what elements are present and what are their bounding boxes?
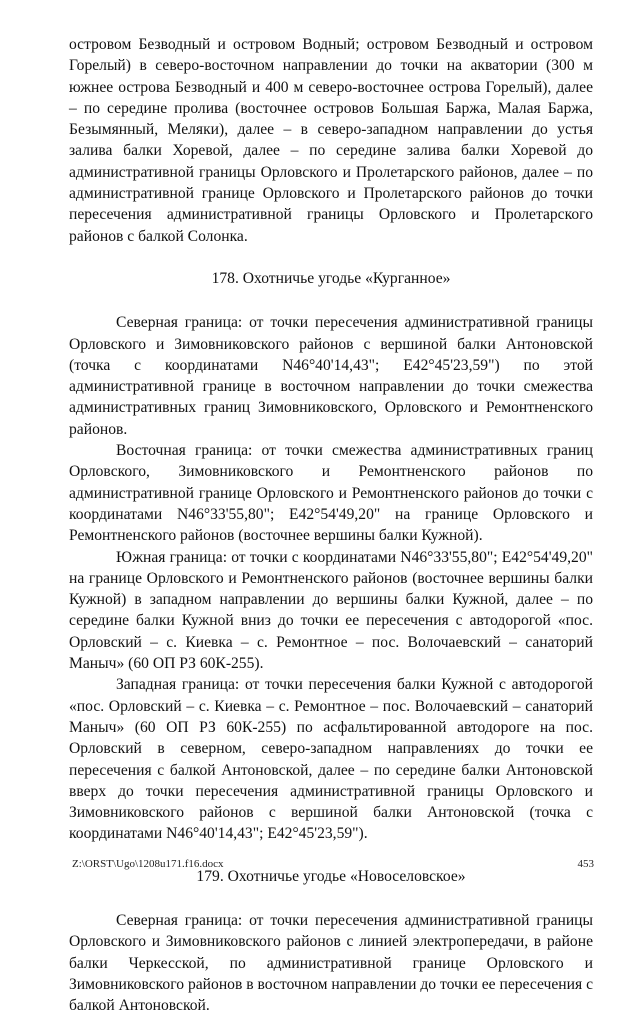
paragraph-north-boundary-178: Северная граница: от точки пересечения административной границы Орловского и Зимовниковского районов с вершиной балки Антоновской (точка с координатами N46°40'14,43"; E42°45'23,59") по этой административной границе в восточном направлении до точки смежества административных границ Зимовниковского, Орловского и Ремонтненского районов.	[69, 314, 593, 438]
paragraph-continuation: островом Безводный и островом Водный; островом Безводный и островом Горелый) в северо-восточном направлении до точки на акватории (300 м южнее острова Безводный и 400 м северо-восточнее острова Горелый), далее – по середине пролива (восточнее островов Большая Баржа, Малая Баржа, Безымянный, Меляки), далее – в северо-западном направлении до устья залива балки Хоревой, далее – по середине залива балки Хоревой до административной границы Орловского и Пролетарского районов, далее – по административной границе Орловского и Пролетарского районов до точки пересечения административной границы Орловского и Пролетарского районов с балкой Солонка.	[69, 36, 593, 245]
spacer	[69, 247, 593, 268]
footer-page-number: 453	[577, 858, 594, 870]
spacer	[69, 887, 593, 910]
footer-file-path: Z:\ORST\Ugo\1208u171.f16.docx	[72, 858, 224, 870]
paragraph-east-boundary-178: Восточная граница: от точки смежества административных границ Орловского, Зимовниковского и Ремонтненского районов по административной границе Орловского и Ремонтненского районов до точки с координатами N46°33'55,80"; E42°54'49,20" на границе Орловского и Ремонтненского районов (восточнее вершины балки Кужной).	[69, 442, 593, 545]
paragraph-west-boundary-178: Западная граница: от точки пересечения балки Кужной с автодорогой «пос. Орловский – с. Киевка – с. Ремонтное – пос. Волочаевский – санаторий Маныч» (60 ОП РЗ 60К-255) по асфальтированной автодороге на пос. Орловский в северном, северо-западном направлениях до точки ее пересечения с балкой Антоновской, далее – по середине балки Антоновской вверх до точки пересечения административной границы Орловского и Зимовниковского районов с вершиной балки Антоновской (точка с координатами N46°40'14,43"; E42°45'23,59").	[69, 676, 593, 843]
paragraph-north-boundary-179: Северная граница: от точки пересечения административной границы Орловского и Зимовниковского районов с линией электропередачи, в районе балки Черкесской, по административной границе Орловского и Зимовниковского районов в восточном направлении до точки ее пересечения с балкой Антоновской.	[69, 911, 593, 1015]
paragraph-south-boundary-178: Южная граница: от точки с координатами N46°33'55,80"; E42°54'49,20" на границе Орловского и Ремонтненского районов (восточнее вершины балки Кужной) в западном направлении до вершины балки Кужной, далее – по середине балки Кужной вниз до точки ее пересечения с автодорогой «пос. Орловский – с. Киевка – с. Ремонтное – пос. Волочаевский – санаторий Маныч» (60 ОП РЗ 60К-255).	[69, 548, 593, 673]
section-heading-178: 178. Охотничье угодье «Курганное»	[211, 269, 451, 287]
spacer	[69, 289, 593, 312]
page-footer	[72, 858, 594, 871]
section-heading-179: 179. Охотничье угодье «Новоселовское»	[196, 867, 466, 885]
